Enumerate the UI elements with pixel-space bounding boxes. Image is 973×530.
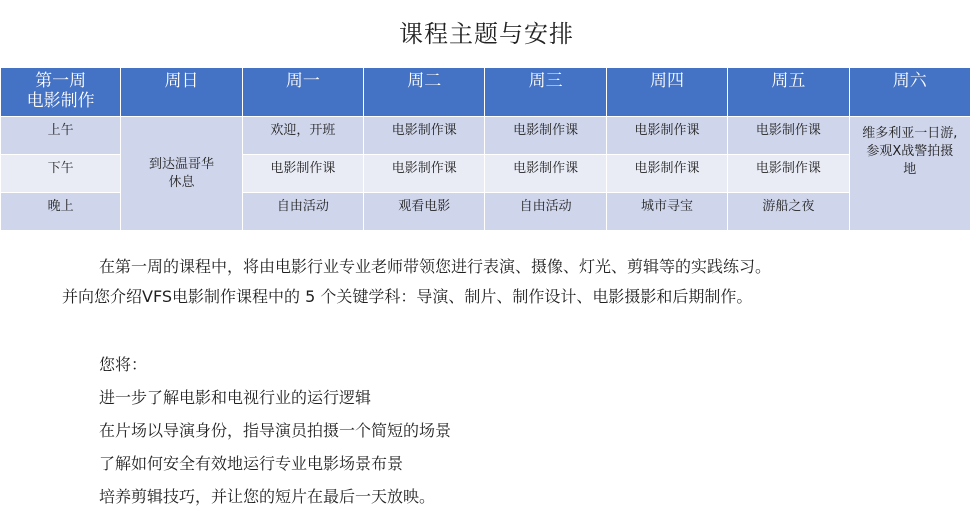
header-monday: 周一 xyxy=(242,68,363,117)
table-cell: 城市寻宝 xyxy=(606,193,727,231)
learning-outcomes xyxy=(99,348,451,513)
sunday-line-1: 到达温哥华 xyxy=(149,156,215,172)
saturday-line-2: 参观X战警拍摄 xyxy=(866,144,954,159)
list-item: 在片场以导演身份，指导演员拍摄一个简短的场景 xyxy=(99,421,452,440)
table-cell: 电影制作课 xyxy=(606,117,727,155)
sunday-line-2: 休息 xyxy=(168,174,195,190)
intro-section xyxy=(0,252,973,312)
table-cell: 观看电影 xyxy=(364,193,485,231)
table-header-row xyxy=(1,68,971,117)
saturday-line-1: 维多利亚一日游, xyxy=(862,126,958,141)
saturday-merged-cell xyxy=(849,117,970,231)
intro-paragraph-2: 并向您介绍VFS电影制作课程中的 5 个关键学科：导演、制片、制作设计、电影摄影和后期制作。 xyxy=(62,287,753,306)
table-row-morning xyxy=(1,117,971,155)
header-sunday: 周日 xyxy=(121,68,242,117)
page-title: 课程主题与安排 xyxy=(399,20,574,48)
header-week-label: 第一周 xyxy=(35,71,87,91)
table-cell: 电影制作课 xyxy=(364,117,485,155)
table-cell: 电影制作课 xyxy=(485,117,606,155)
table-cell: 电影制作课 xyxy=(242,155,363,193)
header-wednesday: 周三 xyxy=(485,68,606,117)
header-saturday: 周六 xyxy=(849,68,970,117)
table-cell: 自由活动 xyxy=(485,193,606,231)
schedule-table xyxy=(0,67,971,231)
table-cell: 自由活动 xyxy=(242,193,363,231)
learning-intro: 您将： xyxy=(99,355,148,374)
table-cell: 电影制作课 xyxy=(728,155,849,193)
row-label-evening: 晚上 xyxy=(1,193,121,231)
row-label-afternoon: 下午 xyxy=(1,155,121,193)
table-cell: 欢迎，开班 xyxy=(242,117,363,155)
saturday-line-3: 地 xyxy=(903,162,917,177)
table-cell: 电影制作课 xyxy=(728,117,849,155)
list-item: 了解如何安全有效地运行专业电影场景布景 xyxy=(99,454,404,473)
intro-paragraph-1: 在第一周的课程中，将由电影行业专业老师带领您进行表演、摄像、灯光、剪辑等的实践练习。 xyxy=(99,257,772,276)
header-tuesday: 周二 xyxy=(364,68,485,117)
header-week-one xyxy=(1,68,121,117)
table-cell: 电影制作课 xyxy=(606,155,727,193)
row-label-morning: 上午 xyxy=(1,117,121,155)
header-friday: 周五 xyxy=(728,68,849,117)
table-cell: 电影制作课 xyxy=(485,155,606,193)
sunday-merged-cell xyxy=(121,117,242,231)
list-item: 进一步了解电影和电视行业的运行逻辑 xyxy=(99,388,372,407)
table-cell: 电影制作课 xyxy=(364,155,485,193)
table-cell: 游船之夜 xyxy=(728,193,849,231)
header-thursday: 周四 xyxy=(606,68,727,117)
learning-list xyxy=(99,381,451,513)
list-item: 培养剪辑技巧，并让您的短片在最后一天放映。 xyxy=(99,487,436,506)
header-week-sublabel: 电影制作 xyxy=(26,91,95,111)
